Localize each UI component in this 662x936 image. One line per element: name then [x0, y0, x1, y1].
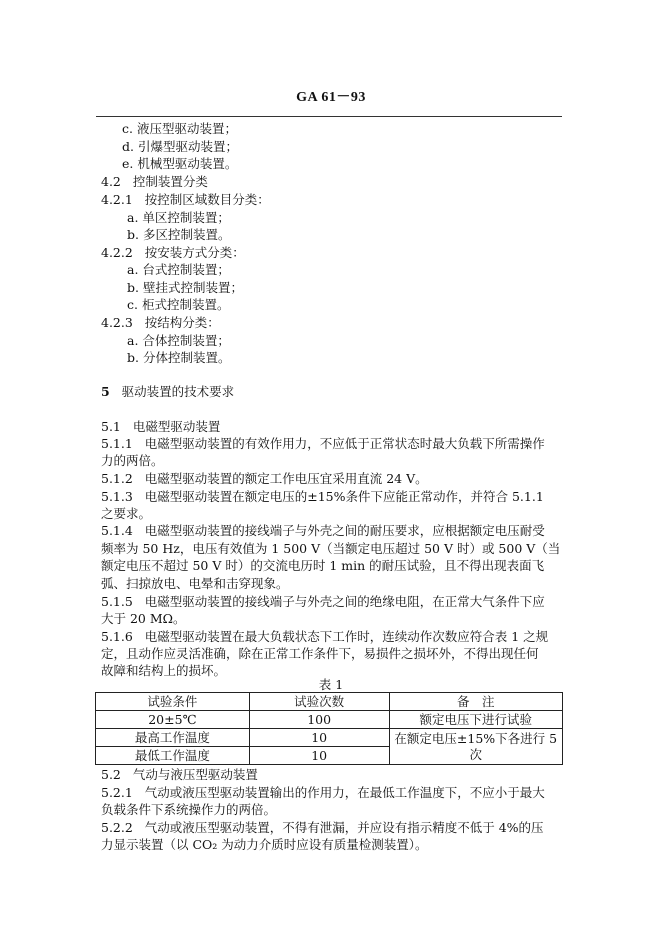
header-rule: [96, 116, 562, 117]
paragraph-line: 5.2.2 气动或液压型驱动装置，不得有泄漏，并应设有指示精度不低于 4%的压: [101, 820, 544, 835]
table-cell: 额定电压下进行试验: [389, 711, 563, 729]
table-header-row: [96, 693, 563, 711]
table-cell: 10: [249, 747, 389, 765]
paragraph-line: 之要求。: [101, 506, 152, 521]
section-heading-4-2-3: 4.2.3 按结构分类：: [101, 315, 220, 330]
list-item: e. 机械型驱动装置。: [122, 156, 238, 171]
section-heading-5: 5 驱动装置的技术要求: [101, 384, 235, 399]
paragraph-line: 5.1.4 电磁型驱动装置的接线端子与外壳之间的耐压要求，应根据额定电压耐受: [101, 523, 545, 538]
list-item: a. 合体控制装置；: [127, 333, 230, 348]
table-header-cell: 试验次数: [249, 693, 389, 711]
paragraph-line: 5.1.5 电磁型驱动装置的接线端子与外壳之间的绝缘电阻，在正常大气条件下应: [101, 594, 545, 609]
table-cell-merged: 在额定电压±15%下各进行 5 次: [389, 729, 563, 765]
table-cell: 最高工作温度: [96, 729, 250, 747]
table-row: [96, 729, 563, 747]
table-cell: 100: [249, 711, 389, 729]
paragraph-line: 额定电压不超过 50 V 时）的交流电历时 1 min 的耐压试验，且不得出现表面飞: [101, 558, 545, 573]
table-header-cell: 试验条件: [96, 693, 250, 711]
paragraph-line: 5.1.6 电磁型驱动装置在最大负载状态下工作时，连续动作次数应符合表 1 之规: [101, 629, 549, 644]
list-item: d. 引爆型驱动装置；: [122, 139, 238, 154]
table-cell: 20±5℃: [96, 711, 250, 729]
table-cell: 最低工作温度: [96, 747, 250, 765]
list-item: b. 分体控制装置。: [127, 350, 231, 365]
table-caption: 表 1: [318, 677, 344, 692]
paragraph-line: 5.1.3 电磁型驱动装置在额定电压的±15%条件下应能正常动作，并符合 5.1.1: [101, 489, 544, 504]
list-item: a. 台式控制装置；: [127, 262, 230, 277]
table-1: [95, 692, 563, 765]
paragraph-line: 定，且动作应灵活准确，除在正常工作条件下，易损件之损坏外，不得出现任何: [101, 646, 539, 661]
section-heading-4-2: 4.2 控制装置分类: [101, 174, 208, 189]
paragraph-line: 弧、扫掠放电、电晕和击穿现象。: [101, 576, 289, 591]
paragraph-line: 大于 20 MΩ。: [101, 611, 186, 626]
list-item: b. 多区控制装置。: [127, 227, 231, 242]
paragraph-line: 频率为 50 Hz，电压有效值为 1 500 V（当额定电压超过 50 V 时）或 500 V（当: [101, 541, 561, 556]
paragraph-line: 负载条件下系统操作力的两倍。: [101, 802, 277, 817]
section-heading-4-2-1: 4.2.1 按控制区域数目分类：: [101, 192, 270, 207]
paragraph-line: 5.1.1 电磁型驱动装置的有效作用力，不应低于正常状态时最大负载下所需操作: [101, 436, 545, 451]
section-heading-5-1: 5.1 电磁型驱动装置: [101, 419, 221, 434]
list-item: c. 液压型驱动装置；: [122, 121, 237, 136]
list-item: c. 柜式控制装置。: [127, 297, 230, 312]
table-cell: 10: [249, 729, 389, 747]
paragraph-line: 5.2.1 气动或液压型驱动装置输出的作用力，在最低工作温度下，不应小于最大: [101, 785, 545, 800]
section-heading-5-2: 5.2 气动与液压型驱动装置: [101, 767, 258, 782]
section-heading-4-2-2: 4.2.2 按安装方式分类：: [101, 245, 245, 260]
paragraph-line: 力的两倍。: [101, 453, 164, 468]
table-header-cell: 备 注: [389, 693, 563, 711]
paragraph-line: 5.1.2 电磁型驱动装置的额定工作电压宜采用直流 24 V。: [101, 471, 428, 486]
list-item: a. 单区控制装置；: [127, 210, 230, 225]
table-row: [96, 711, 563, 729]
page-header-code: GA 61－93: [296, 90, 366, 105]
list-item: b. 壁挂式控制装置；: [127, 280, 243, 295]
paragraph-line: 故障和结构上的损坏。: [101, 663, 227, 678]
paragraph-line: 力显示装置（以 CO₂ 为动力介质时应设有质量检测装置）。: [101, 837, 428, 852]
